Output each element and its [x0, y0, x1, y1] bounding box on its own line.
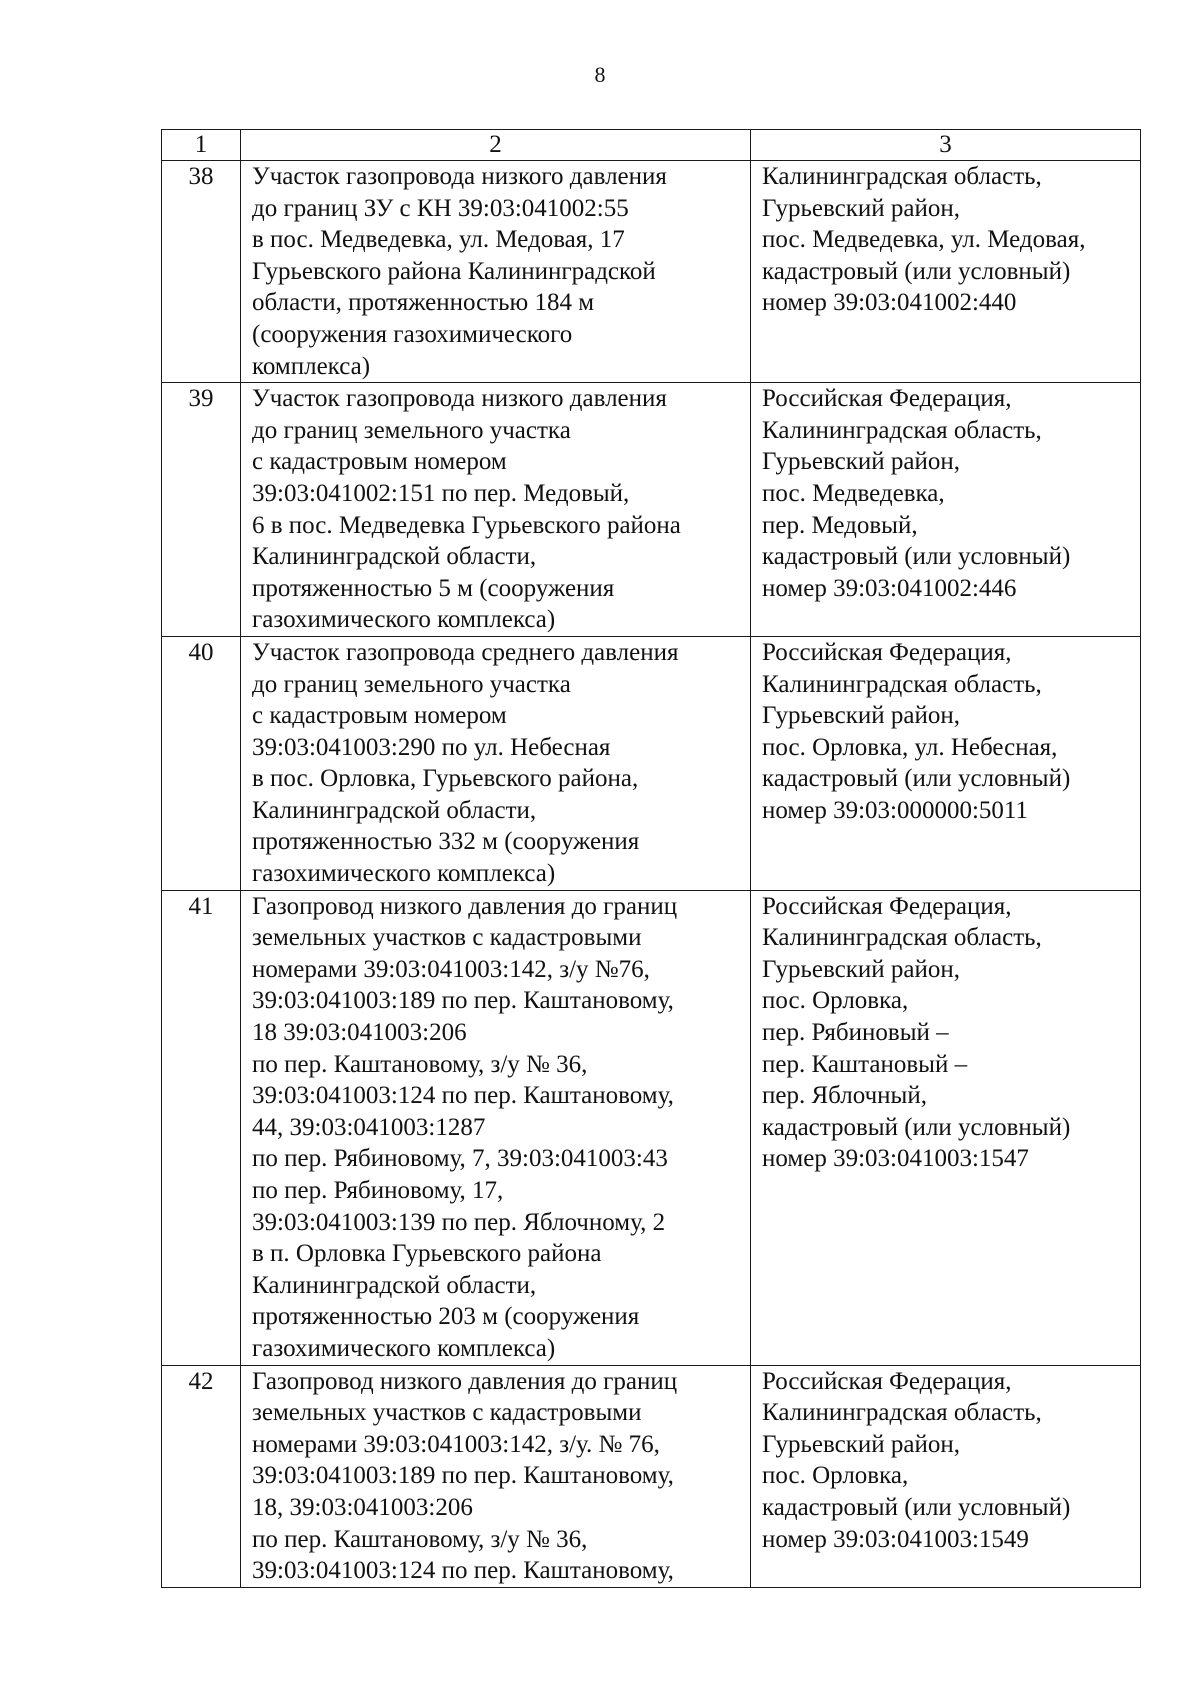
row-number: 40: [162, 636, 241, 890]
location-line: Российская Федерация,: [762, 638, 1012, 666]
row-number: 38: [162, 161, 241, 383]
description-line: по пер. Рябиновому, 17,: [252, 1177, 504, 1204]
object-description: [241, 890, 751, 1365]
description-line: Участок газопровода среднего давления: [252, 638, 679, 666]
description-line: до границ ЗУ с КН 39:03:041002:55: [252, 194, 629, 222]
object-location: [751, 636, 1141, 890]
description-line: Калининградской области,: [252, 796, 537, 824]
location-line: номер 39:03:041002:440: [762, 289, 1017, 317]
location-line: Гурьевский район,: [762, 194, 961, 222]
location-line: кадастровый (или условный): [762, 765, 1071, 793]
description-line: по пер. Каштановому, з/у № 36,: [252, 1525, 588, 1553]
description-line: земельных участков с кадастровыми: [252, 924, 642, 952]
description-line: 44, 39:03:041003:1287: [252, 1113, 486, 1141]
description-line: 6 в пос. Медведевка Гурьевского района: [252, 511, 681, 539]
location-line: пос. Орловка,: [762, 987, 909, 1015]
description-line: 39:03:041003:124 по пер. Каштановому,: [252, 1557, 674, 1585]
location-line: кадастровый (или условный): [762, 1493, 1071, 1521]
location-line: пос. Орловка, ул. Небесная,: [762, 733, 1058, 761]
description-line: протяженностью 332 м (сооружения: [252, 828, 640, 856]
description-line: газохимического комплекса): [252, 860, 556, 888]
description-line: 18 39:03:041003:206: [252, 1019, 467, 1047]
location-line: Российская Федерация,: [762, 1367, 1012, 1395]
description-line: 39:03:041003:124 по пер. Каштановому,: [252, 1082, 674, 1110]
description-line: по пер. Каштановому, з/у № 36,: [252, 1050, 588, 1078]
table-row: [162, 161, 1141, 383]
location-line: кадастровый (или условный): [762, 1113, 1071, 1141]
location-line: пос. Медведевка,: [762, 479, 945, 507]
page-number: 8: [594, 62, 606, 87]
description-line: Калининградской области,: [252, 1271, 537, 1299]
table-body: [162, 161, 1141, 1588]
object-location: [751, 161, 1141, 383]
description-line: в пос. Орловка, Гурьевского района,: [252, 765, 639, 793]
table-row: [162, 383, 1141, 637]
description-line: газохимического комплекса): [252, 1334, 556, 1362]
description-line: газохимического комплекса): [252, 606, 556, 634]
description-line: 39:03:041002:151 по пер. Медовый,: [252, 479, 630, 507]
registry-table: [161, 129, 1141, 1588]
object-description: [241, 1365, 751, 1587]
location-line: номер 39:03:000000:5011: [762, 796, 1028, 824]
location-line: номер 39:03:041003:1549: [762, 1525, 1029, 1553]
location-line: Гурьевский район,: [762, 448, 961, 476]
row-number: 39: [162, 383, 241, 637]
object-description: [241, 636, 751, 890]
location-line: Калининградская область,: [762, 670, 1042, 698]
table-row: [162, 890, 1141, 1365]
location-line: пос. Орловка,: [762, 1462, 909, 1490]
location-line: номер 39:03:041002:446: [762, 574, 1017, 602]
location-line: Гурьевский район,: [762, 1430, 961, 1458]
location-line: пер. Каштановый –: [762, 1050, 968, 1078]
description-line: Участок газопровода низкого давления: [252, 163, 667, 190]
location-line: кадастровый (или условный): [762, 257, 1071, 285]
table-row: [162, 636, 1141, 890]
location-line: пос. Медведевка, ул. Медовая,: [762, 226, 1086, 254]
location-line: кадастровый (или условный): [762, 543, 1071, 571]
description-line: по пер. Рябиновому, 7, 39:03:041003:43: [252, 1145, 668, 1173]
description-line: 18, 39:03:041003:206: [252, 1493, 473, 1521]
object-description: [241, 161, 751, 383]
description-line: Калининградской области,: [252, 543, 537, 571]
location-line: Калининградская область,: [762, 163, 1042, 190]
location-line: пер. Медовый,: [762, 511, 918, 539]
description-line: комплекса): [252, 352, 371, 380]
description-line: земельных участков с кадастровыми: [252, 1399, 642, 1427]
description-line: до границ земельного участка: [252, 416, 571, 444]
location-line: Калининградская область,: [762, 924, 1042, 952]
location-line: Гурьевский район,: [762, 955, 961, 983]
description-line: 39:03:041003:139 по пер. Яблочному, 2: [252, 1208, 666, 1236]
description-line: Газопровод низкого давления до границ: [252, 892, 678, 920]
description-line: протяженностью 5 м (сооружения: [252, 574, 615, 602]
table-row: [162, 1365, 1141, 1587]
description-line: с кадастровым номером: [252, 702, 507, 730]
object-location: [751, 383, 1141, 637]
description-line: в пос. Медведевка, ул. Медовая, 17: [252, 226, 625, 254]
column-header-2: 2: [241, 130, 751, 161]
description-line: протяженностью 203 м (сооружения: [252, 1303, 640, 1331]
description-line: Участок газопровода низкого давления: [252, 385, 667, 413]
location-line: Российская Федерация,: [762, 892, 1012, 920]
description-line: Газопровод низкого давления до границ: [252, 1367, 678, 1395]
location-line: номер 39:03:041003:1547: [762, 1145, 1029, 1173]
description-line: (сооружения газохимического: [252, 320, 573, 348]
location-line: Калининградская область,: [762, 1399, 1042, 1427]
description-line: номерами 39:03:041003:142, з/у. № 76,: [252, 1430, 660, 1458]
description-line: в п. Орловка Гурьевского района: [252, 1240, 602, 1268]
description-line: области, протяженностью 184 м: [252, 289, 595, 317]
location-line: пер. Рябиновый –: [762, 1019, 949, 1047]
object-location: [751, 1365, 1141, 1587]
description-line: 39:03:041003:189 по пер. Каштановому,: [252, 1462, 674, 1490]
column-header-3: 3: [751, 130, 1141, 161]
description-line: 39:03:041003:290 по ул. Небесная: [252, 733, 611, 761]
description-line: до границ земельного участка: [252, 670, 571, 698]
location-line: Калининградская область,: [762, 416, 1042, 444]
description-line: 39:03:041003:189 по пер. Каштановому,: [252, 987, 674, 1015]
column-header-1: 1: [162, 130, 241, 161]
description-line: с кадастровым номером: [252, 448, 507, 476]
location-line: пер. Яблочный,: [762, 1082, 927, 1110]
description-line: номерами 39:03:041003:142, з/у №76,: [252, 955, 650, 983]
object-description: [241, 383, 751, 637]
object-location: [751, 890, 1141, 1365]
row-number: 41: [162, 890, 241, 1365]
location-line: Российская Федерация,: [762, 385, 1012, 413]
table-header-row: [162, 130, 1141, 161]
location-line: Гурьевский район,: [762, 702, 961, 730]
description-line: Гурьевского района Калининградской: [252, 257, 656, 285]
row-number: 42: [162, 1365, 241, 1587]
